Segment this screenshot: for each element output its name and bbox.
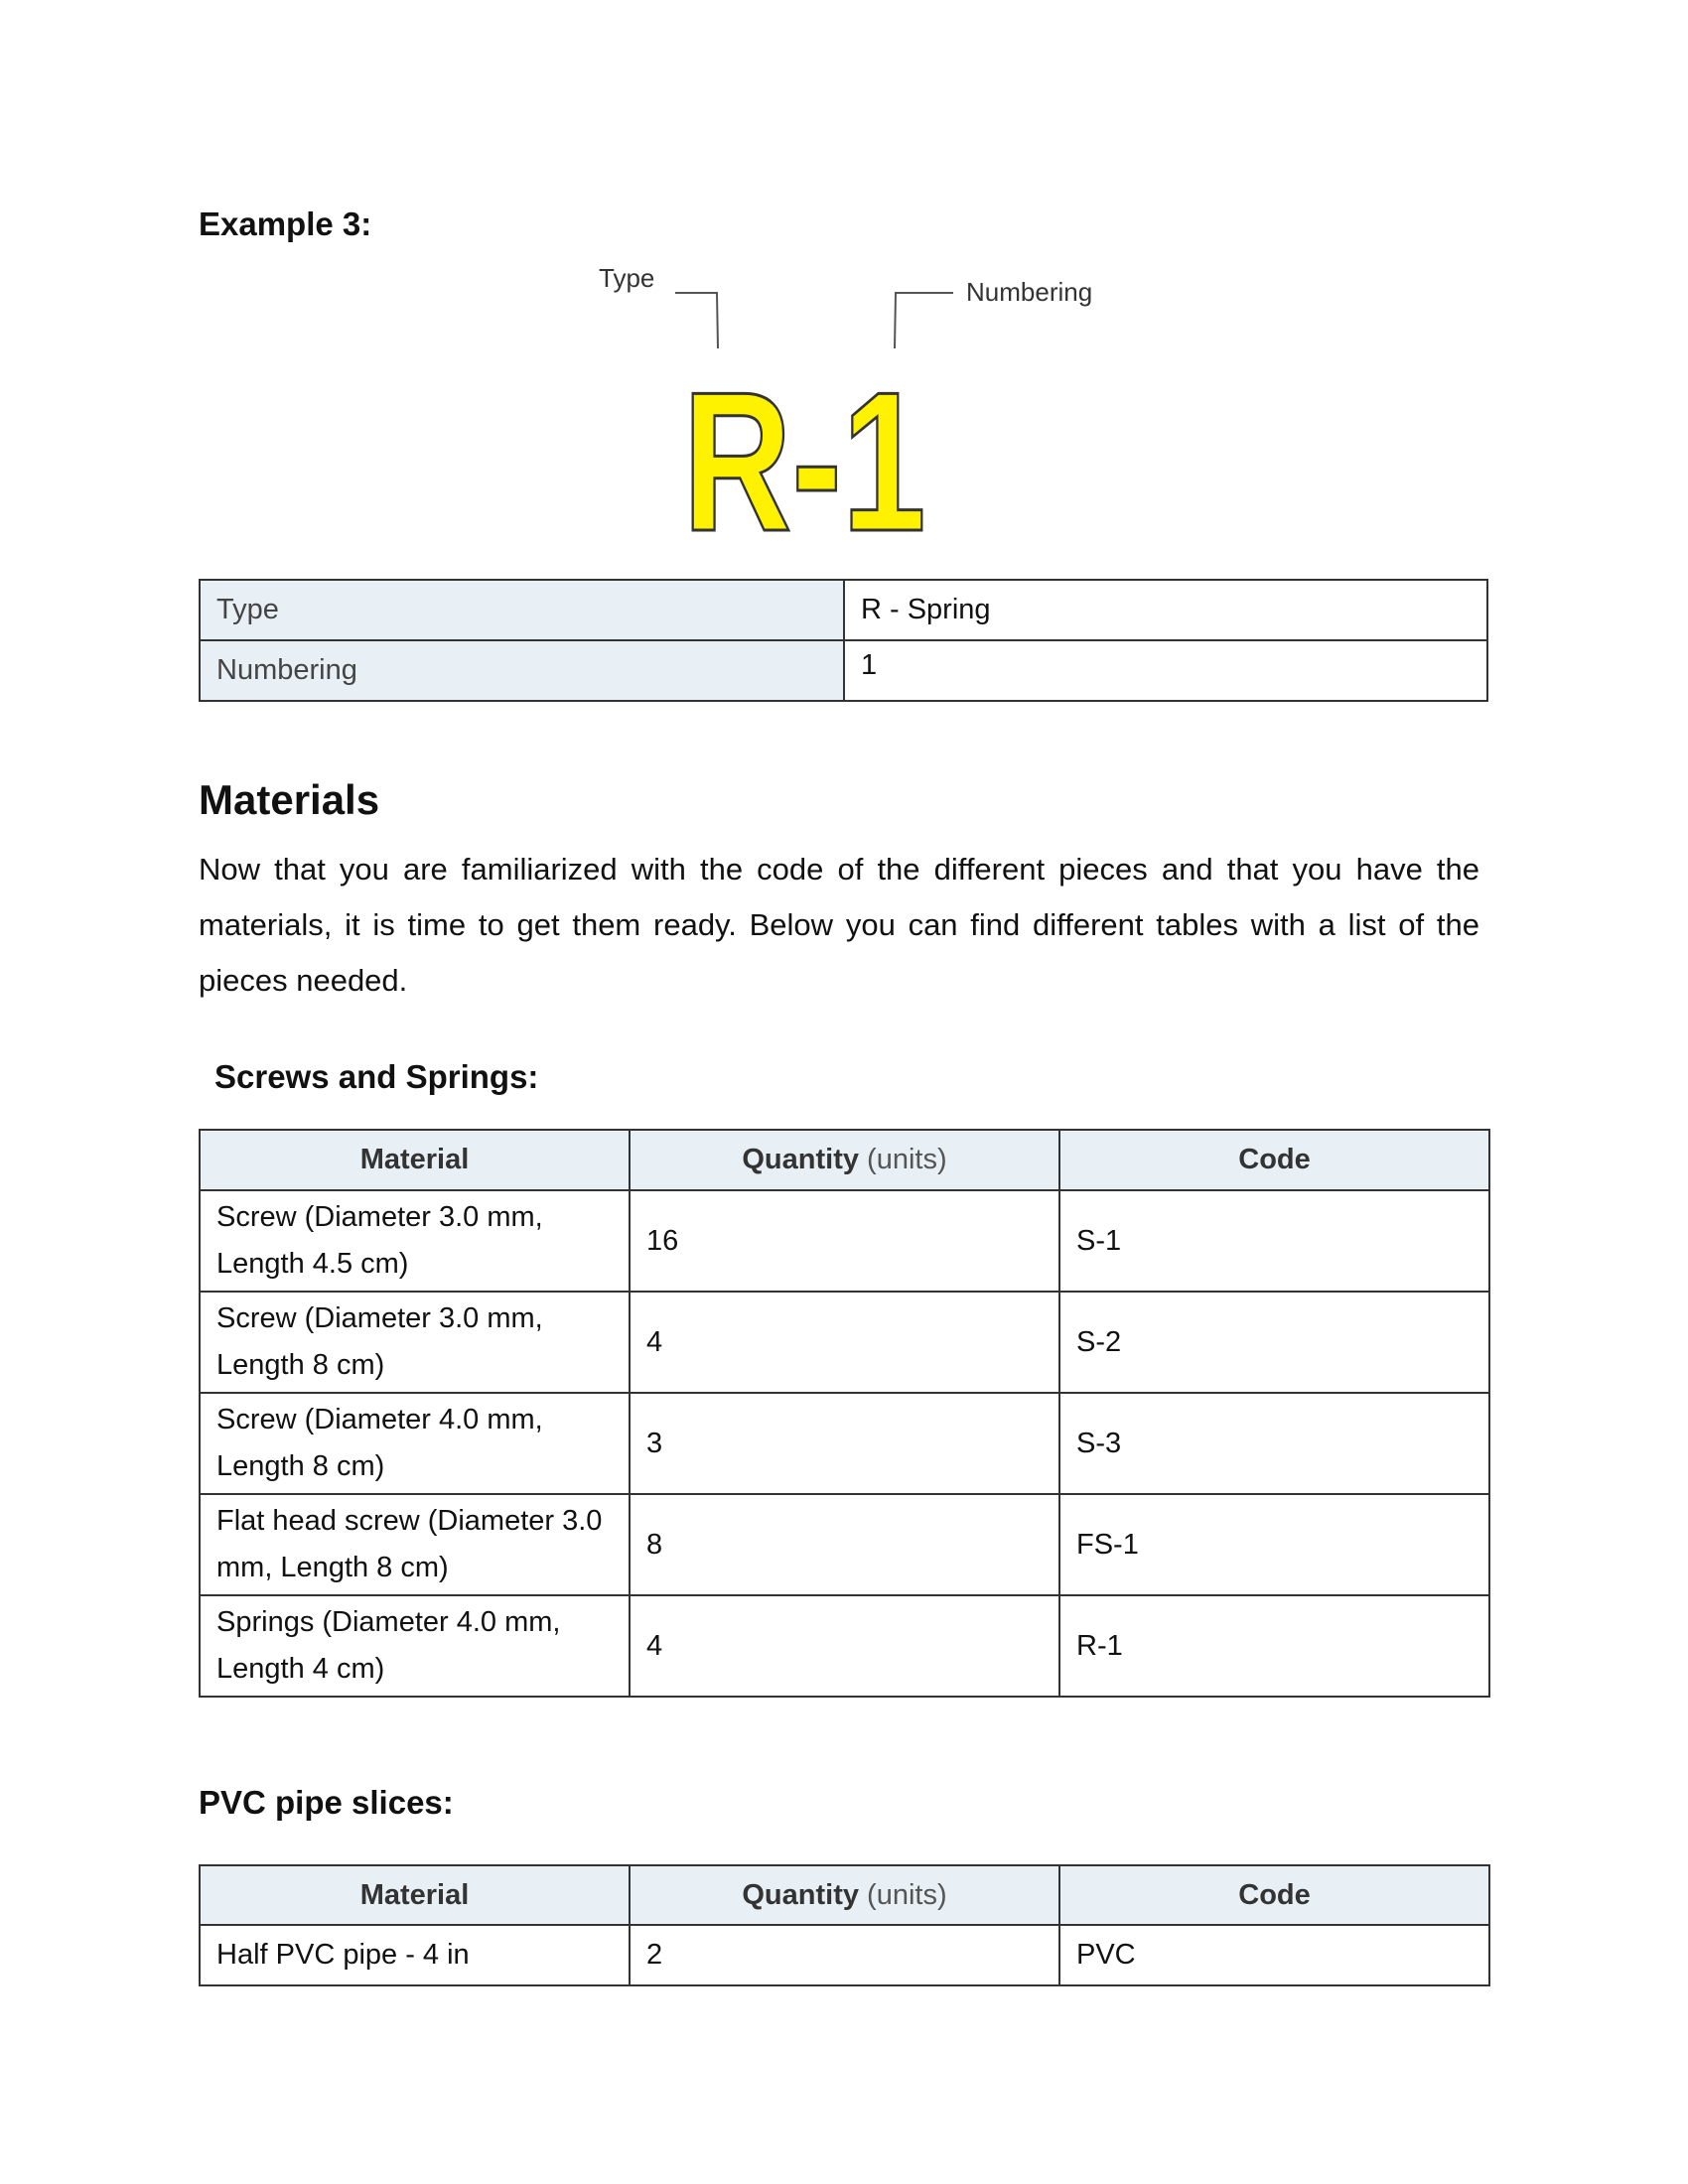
table-row — [200, 1925, 1489, 1985]
numbering-leader-line — [895, 293, 953, 348]
quantity-cell: 4 — [630, 1595, 1059, 1697]
code-cell: FS-1 — [1059, 1494, 1489, 1595]
quantity-cell: 16 — [630, 1190, 1059, 1292]
numbering-key-cell: Numbering — [200, 640, 844, 701]
quantity-cell: 3 — [630, 1393, 1059, 1494]
quantity-cell: 8 — [630, 1494, 1059, 1595]
quantity-unit-label: (units) — [867, 1878, 947, 1911]
diagram-numbering-label: Numbering — [966, 277, 1093, 307]
code-cell: R-1 — [1059, 1595, 1489, 1697]
example-heading: Example 3: — [199, 205, 372, 242]
diagram-type-label: Type — [599, 263, 655, 293]
quantity-header — [630, 1130, 1059, 1190]
table-row — [200, 1292, 1489, 1393]
quantity-header-label: Quantity — [742, 1878, 859, 1911]
numbering-value-cell: 1 — [844, 640, 1487, 701]
screws-springs-table — [199, 1129, 1490, 1698]
material-header: Material — [200, 1130, 630, 1190]
pvc-table — [199, 1864, 1490, 1986]
code-diagram-svg — [586, 256, 1142, 544]
material-cell: Screw (Diameter 4.0 mm, Length 8 cm) — [200, 1393, 630, 1494]
table-row — [200, 1190, 1489, 1292]
table-header-row — [200, 1130, 1489, 1190]
quantity-cell: 4 — [630, 1292, 1059, 1393]
pvc-heading: PVC pipe slices: — [199, 1784, 454, 1821]
quantity-header — [630, 1865, 1059, 1925]
code-cell: PVC — [1059, 1925, 1489, 1985]
quantity-header-label: Quantity — [742, 1144, 859, 1175]
table-row — [200, 1494, 1489, 1595]
type-value-cell: R - Spring — [844, 580, 1487, 640]
screws-springs-heading: Screws and Springs: — [214, 1058, 539, 1095]
table-row — [200, 1393, 1489, 1494]
table-row — [200, 1595, 1489, 1697]
type-key-cell: Type — [200, 580, 844, 640]
code-cell: S-1 — [1059, 1190, 1489, 1292]
code-diagram — [586, 256, 1142, 544]
material-cell: Half PVC pipe - 4 in — [200, 1925, 630, 1985]
materials-heading: Materials — [199, 776, 380, 823]
type-leader-line — [675, 293, 718, 348]
table-header-row — [200, 1865, 1489, 1925]
material-cell: Screw (Diameter 3.0 mm, Length 8 cm) — [200, 1292, 630, 1393]
material-cell: Screw (Diameter 3.0 mm, Length 4.5 cm) — [200, 1190, 630, 1292]
code-cell: S-2 — [1059, 1292, 1489, 1393]
diagram-code-glyphs: R-1 — [682, 351, 926, 544]
table-row — [200, 640, 1487, 701]
code-header: Code — [1059, 1130, 1489, 1190]
material-header: Material — [200, 1865, 630, 1925]
quantity-unit-label: (units) — [867, 1144, 947, 1175]
table-row — [200, 580, 1487, 640]
material-cell: Springs (Diameter 4.0 mm, Length 4 cm) — [200, 1595, 630, 1697]
type-numbering-table — [199, 579, 1488, 702]
quantity-cell: 2 — [630, 1925, 1059, 1985]
code-header: Code — [1059, 1865, 1489, 1925]
material-cell: Flat head screw (Diameter 3.0 mm, Length 8 cm) — [200, 1494, 630, 1595]
materials-paragraph: Now that you are familiarized with the code of the different pieces and that you have the materials, it is time to get them ready. Below you can find different tables with a list of the pieces needed. — [199, 852, 1479, 998]
code-cell: S-3 — [1059, 1393, 1489, 1494]
